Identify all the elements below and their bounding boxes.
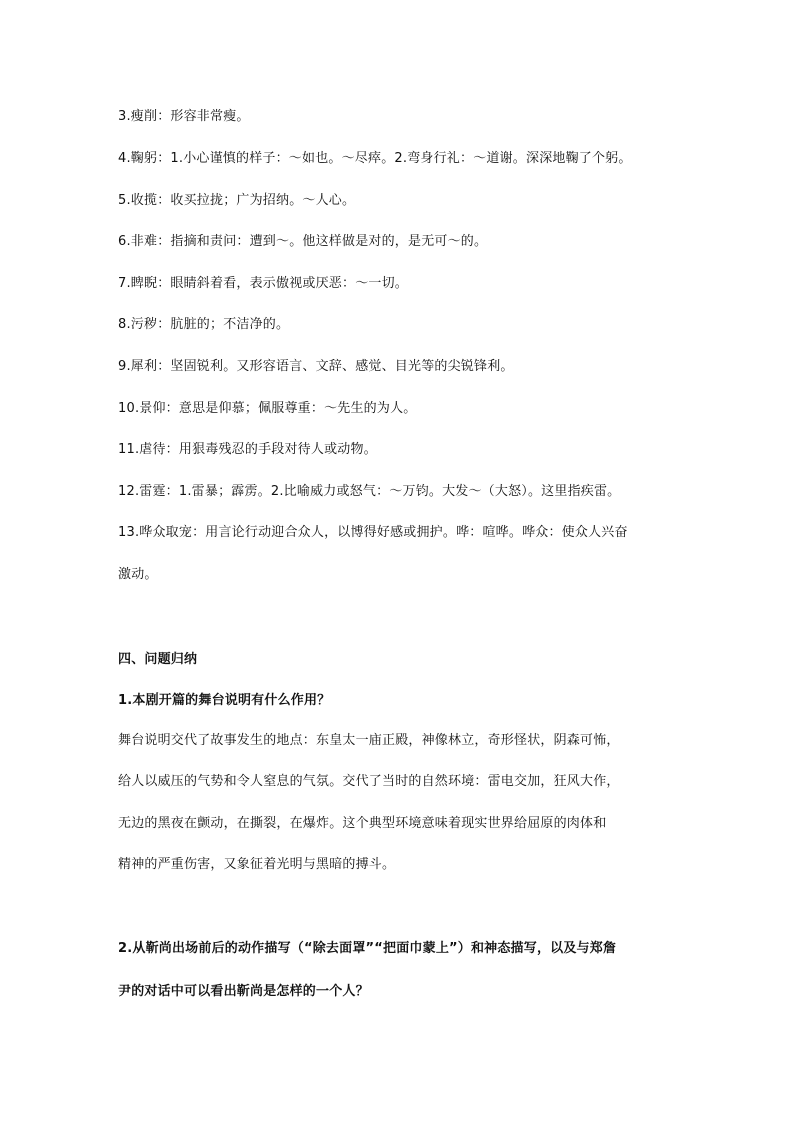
vocab-item-8: 8.污秽：肮脏的；不洁净的。 [118,317,290,332]
vocab-item-9: 9.犀利：坚固锐利。又形容语言、文辞、感觉、目光等的尖锐锋利。 [118,359,514,374]
question-1: 1.本剧开篇的舞台说明有什么作用？ [118,693,331,708]
answer-1-line-2: 给人以威压的气势和令人窒息的气氛。交代了当时的自然环境：雷电交加，狂风大作， [118,774,620,789]
vocab-item-6: 6.非难：指摘和责问：遭到～。他这样做是对的，是无可～的。 [118,234,488,249]
vocab-item-4: 4.鞠躬：1.小心谨慎的样子：～如也。～尽瘁。2.弯身行礼：～道谢。深深地鞠了个躬。 [118,151,632,166]
vocab-item-13: 13.哗众取宠：用言论行动迎合众人，以博得好感或拥护。哗：喧哗。哗众：使众人兴奋 [118,525,628,540]
vocab-item-13-continued: 激动。 [118,567,158,582]
question-2-line-2: 尹的对话中可以看出靳尚是怎样的一个人？ [118,984,369,999]
answer-1-line-1: 舞台说明交代了故事发生的地点：东皇太一庙正殿，神像林立，奇形怪状，阴森可怖， [118,733,620,748]
vocab-item-12: 12.雷霆：1.雷暴；霹雳。2.比喻威力或怒气：～万钧。大发～（大怒）。这里指疾雷。 [118,484,621,499]
vocab-item-3: 3.瘦削：形容非常瘦。 [118,109,250,124]
vocab-item-7: 7.睥睨：眼睛斜着看，表示傲视或厌恶：～一切。 [118,276,409,291]
vocab-item-11: 11.虐待：用狠毒残忍的手段对待人或动物。 [118,442,377,457]
vocab-item-5: 5.收揽：收买拉拢；广为招纳。～人心。 [118,193,356,208]
answer-1-line-4: 精神的严重伤害，又象征着光明与黑暗的搏斗。 [118,857,396,872]
question-2-line-1: 2.从靳尚出场前后的动作描写（“除去面罩”“把面巾蒙上”）和神态描写，以及与郑詹 [118,941,617,956]
vocab-item-10: 10.景仰：意思是仰慕；佩服尊重：～先生的为人。 [118,401,417,416]
section-title: 四、问题归纳 [118,652,198,667]
answer-1-line-3: 无边的黑夜在颤动，在撕裂，在爆炸。这个典型环境意味着现实世界给屈原的肉体和 [118,816,607,831]
